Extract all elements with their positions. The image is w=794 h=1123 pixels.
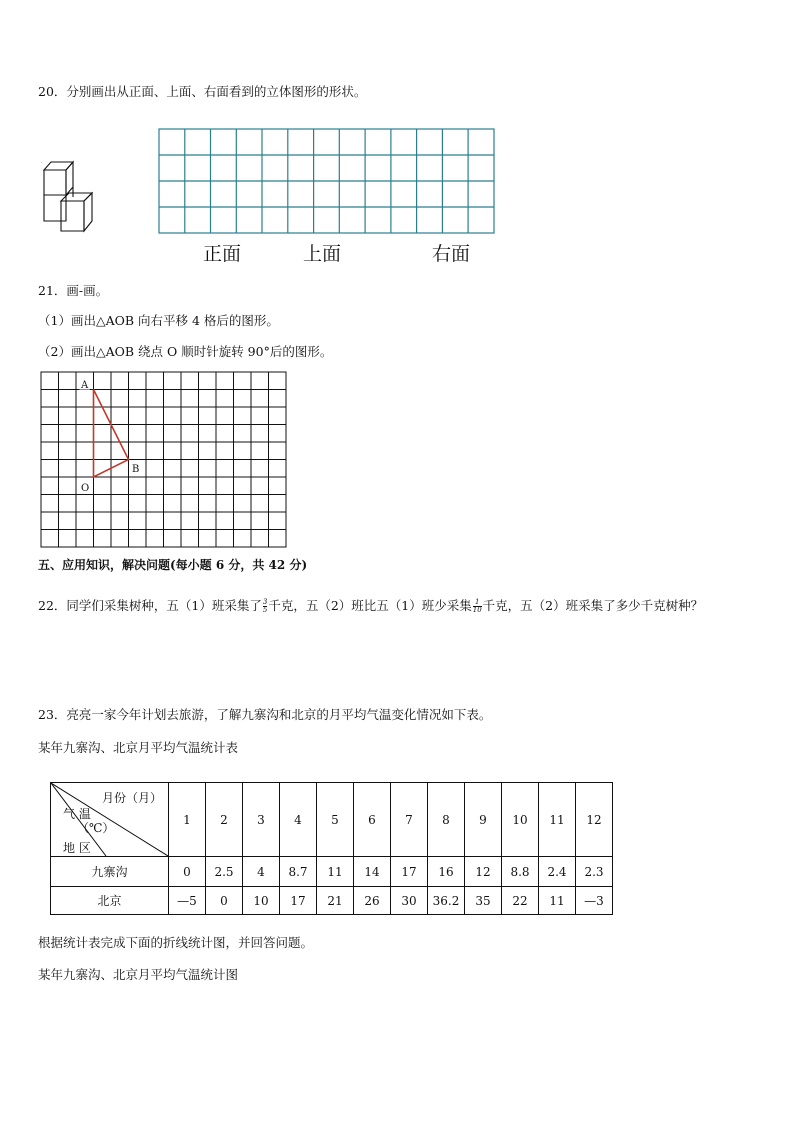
- q23-intro: 23．亮亮一家今年计划去旅游，了解九寨沟和北京的月平均气温变化情况如下表。: [38, 707, 492, 722]
- month-7: 7: [391, 783, 428, 857]
- month-10: 10: [502, 783, 539, 857]
- table-cell: 16: [428, 857, 465, 887]
- table-header-row: [51, 783, 613, 857]
- table-cell: 4: [243, 857, 280, 887]
- view-grid[interactable]: [158, 128, 496, 236]
- table-cell: 12: [465, 857, 502, 887]
- region-beijing: 北京: [51, 887, 169, 915]
- table-row: [51, 857, 613, 887]
- table-cell: 8.7: [280, 857, 317, 887]
- label-right: 右面: [432, 243, 471, 265]
- q23-instruction: 根据统计表完成下面的折线统计图，并回答问题。: [38, 935, 314, 950]
- month-11: 11: [539, 783, 576, 857]
- fraction-1-10: $\frac{1}{10}$: [472, 598, 482, 614]
- label-top: 上面: [303, 243, 342, 265]
- cube-figure: [38, 155, 110, 235]
- q23-chart-title: 某年九寨沟、北京月平均气温统计图: [38, 967, 239, 982]
- q21-part1: （1）画出△AOB 向右平移 4 格后的图形。: [38, 313, 279, 328]
- header-temp: 气 温: [63, 807, 91, 821]
- label-front: 正面: [203, 243, 242, 265]
- fraction-3-5: $\frac{3}{5}$: [262, 598, 268, 614]
- table-cell: —5: [169, 887, 206, 915]
- month-5: 5: [317, 783, 354, 857]
- table-cell: 10: [243, 887, 280, 915]
- month-4: 4: [280, 783, 317, 857]
- point-b-label: B: [132, 464, 140, 475]
- table-cell: 14: [354, 857, 391, 887]
- temperature-table: [50, 782, 613, 915]
- table-cell: 36.2: [428, 887, 465, 915]
- month-3: 3: [243, 783, 280, 857]
- q22-part-c: 千克，五（2）班采集了多少千克树种？: [482, 598, 704, 613]
- table-cell: 22: [502, 887, 539, 915]
- table-cell: 2.3: [576, 857, 613, 887]
- q23-table-title: 某年九寨沟、北京月平均气温统计表: [38, 740, 239, 755]
- month-2: 2: [206, 783, 243, 857]
- q22-text: [38, 598, 703, 614]
- table-cell: 17: [391, 857, 428, 887]
- table-cell: 8.8: [502, 857, 539, 887]
- q22-part-b: 千克，五（2）班比五（1）班少采集: [268, 598, 472, 613]
- header-unit: （℃）: [77, 821, 115, 835]
- table-cell: 11: [317, 857, 354, 887]
- table-row: [51, 887, 613, 915]
- point-a-label: A: [81, 380, 89, 391]
- month-9: 9: [465, 783, 502, 857]
- table-cell: 17: [280, 887, 317, 915]
- q20-text: 20．分别画出从正面、上面、右面看到的立体图形的形状。: [38, 84, 367, 99]
- table-cell: 0: [169, 857, 206, 887]
- q21-part2: （2）画出△AOB 绕点 O 顺时针旋转 90°后的图形。: [38, 344, 333, 359]
- q22-part-a: 22．同学们采集树种，五（1）班采集了: [38, 598, 262, 613]
- table-cell: 35: [465, 887, 502, 915]
- table-cell: 2.4: [539, 857, 576, 887]
- table-cell: 30: [391, 887, 428, 915]
- month-1: 1: [169, 783, 206, 857]
- region-jiuzhaigou: 九寨沟: [51, 857, 169, 887]
- svg-text:·: ·: [41, 160, 43, 166]
- transform-grid[interactable]: [40, 371, 288, 549]
- table-cell: 0: [206, 887, 243, 915]
- table-cell: —3: [576, 887, 613, 915]
- month-12: 12: [576, 783, 613, 857]
- table-cell: 26: [354, 887, 391, 915]
- table-cell: 2.5: [206, 857, 243, 887]
- month-6: 6: [354, 783, 391, 857]
- point-o-label: O: [81, 483, 90, 494]
- month-8: 8: [428, 783, 465, 857]
- table-cell: 11: [539, 887, 576, 915]
- section-5-heading: 五、应用知识，解决问题(每小题 6 分，共 42 分): [38, 558, 308, 572]
- header-month: 月份（月）: [101, 791, 162, 805]
- header-region: 地 区: [63, 841, 91, 855]
- table-cell: 21: [317, 887, 354, 915]
- diagonal-header-cell: [51, 783, 169, 857]
- q21-title: 21．画-画。: [38, 283, 109, 298]
